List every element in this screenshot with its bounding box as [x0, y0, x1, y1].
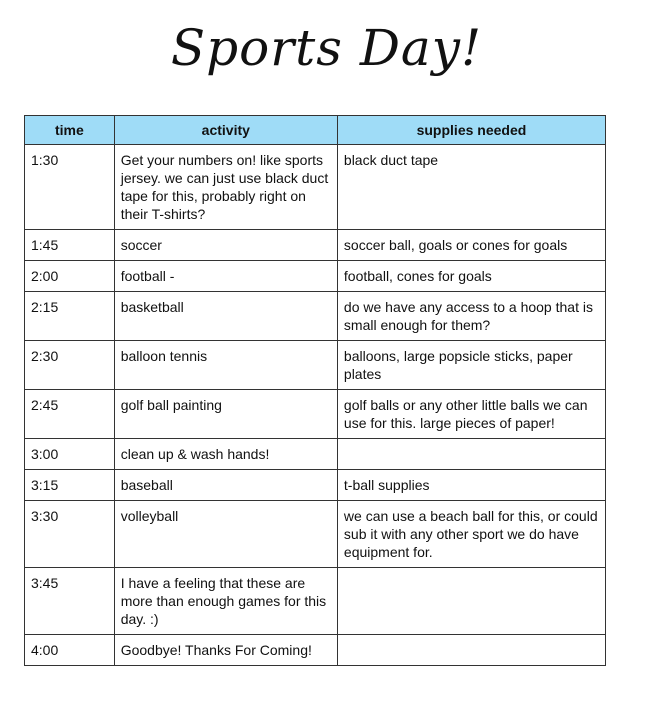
table-row	[25, 568, 606, 635]
cell-supplies: t-ball supplies	[337, 470, 605, 501]
cell-time: 3:45	[25, 568, 115, 635]
cell-activity: clean up & wash hands!	[114, 439, 337, 470]
cell-time: 3:00	[25, 439, 115, 470]
cell-activity: volleyball	[114, 501, 337, 568]
cell-time: 2:45	[25, 390, 115, 439]
table-row	[25, 261, 606, 292]
cell-supplies: we can use a beach ball for this, or could sub it with any other sport we do have equipment for.	[337, 501, 605, 568]
cell-supplies: football, cones for goals	[337, 261, 605, 292]
table-row	[25, 501, 606, 568]
cell-activity: basketball	[114, 292, 337, 341]
cell-time: 1:45	[25, 230, 115, 261]
cell-supplies	[337, 568, 605, 635]
cell-supplies: balloons, large popsicle sticks, paper plates	[337, 341, 605, 390]
table-row	[25, 635, 606, 666]
cell-activity: football -	[114, 261, 337, 292]
table-row	[25, 470, 606, 501]
table-row	[25, 230, 606, 261]
table-header-row	[25, 116, 606, 145]
cell-supplies	[337, 635, 605, 666]
header-activity: activity	[114, 116, 337, 145]
cell-supplies: golf balls or any other little balls we can use for this. large pieces of paper!	[337, 390, 605, 439]
cell-activity: balloon tennis	[114, 341, 337, 390]
table-row	[25, 145, 606, 230]
cell-time: 2:30	[25, 341, 115, 390]
cell-supplies: soccer ball, goals or cones for goals	[337, 230, 605, 261]
cell-activity: Goodbye! Thanks For Coming!	[114, 635, 337, 666]
cell-supplies: black duct tape	[337, 145, 605, 230]
header-time: time	[25, 116, 115, 145]
cell-time: 2:00	[25, 261, 115, 292]
cell-supplies	[337, 439, 605, 470]
cell-activity: soccer	[114, 230, 337, 261]
cell-time: 1:30	[25, 145, 115, 230]
cell-activity: golf ball painting	[114, 390, 337, 439]
header-supplies: supplies needed	[337, 116, 605, 145]
cell-activity: Get your numbers on! like sports jersey. we can just use black duct tape for this, probably right on their T-shirts?	[114, 145, 337, 230]
cell-time: 4:00	[25, 635, 115, 666]
cell-time: 3:30	[25, 501, 115, 568]
cell-activity: baseball	[114, 470, 337, 501]
table-row	[25, 439, 606, 470]
cell-activity: I have a feeling that these are more than enough games for this day. :)	[114, 568, 337, 635]
page-title: Sports Day!	[170, 19, 483, 77]
table-row	[25, 390, 606, 439]
table-row	[25, 292, 606, 341]
table-row	[25, 341, 606, 390]
schedule-table	[24, 115, 606, 666]
cell-supplies: do we have any access to a hoop that is small enough for them?	[337, 292, 605, 341]
cell-time: 3:15	[25, 470, 115, 501]
cell-time: 2:15	[25, 292, 115, 341]
